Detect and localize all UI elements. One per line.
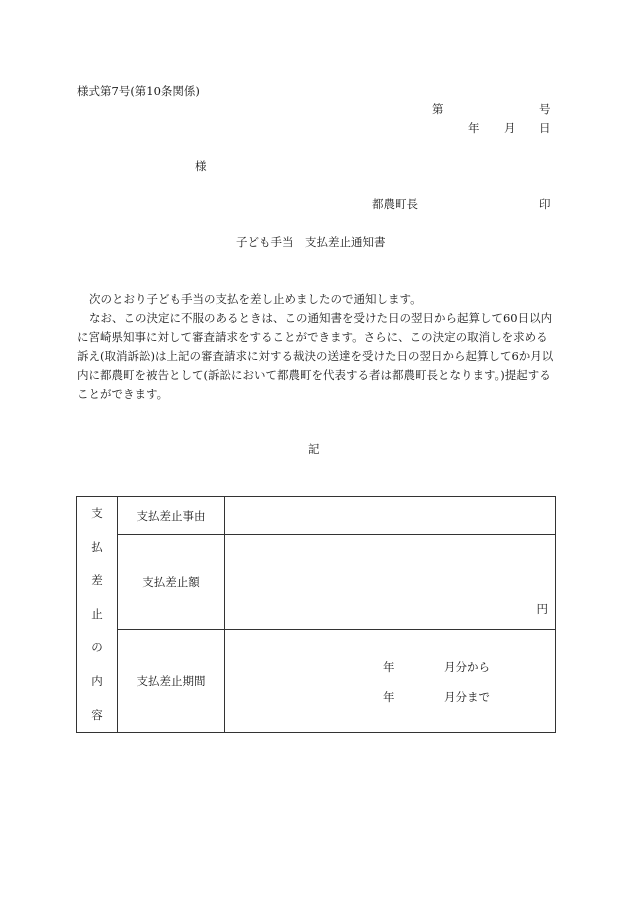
- notice-paragraph-2: なお、この決定に不服のあるときは、この通知書を受けた日の翌日から起算して60日以内に宮崎県知事に対して審査請求をすることができます。さらに、この決定の取消しを求める訴え(取消訴訟)は上記の審査請求に対する裁決の送達を受けた日の翌日から起算して6か月以内に都農町を被告として(訴訟において都農町を代表する者は都農町長となります。)提起することができます。: [77, 311, 554, 401]
- document-number-suffix: 号: [539, 102, 551, 116]
- reason-value-field[interactable]: [225, 497, 556, 535]
- amount-label: 支払差止額: [118, 535, 225, 630]
- vertical-header-cell: [77, 497, 118, 733]
- sender-title: 都農町長: [372, 197, 418, 211]
- period-label: 支払差止期間: [118, 630, 225, 733]
- date-month: 月: [504, 121, 516, 135]
- notice-paragraph-1: 次のとおり子ども手当の支払を差し止めましたので通知します。: [89, 292, 422, 306]
- addressee-honorific: 様: [195, 159, 207, 173]
- reason-label: 支払差止事由: [118, 497, 225, 535]
- amount-unit: 円: [536, 602, 548, 617]
- period-to-month: 月分まで: [444, 690, 490, 705]
- document-number-prefix: 第: [432, 102, 444, 116]
- notice-body: [77, 290, 555, 404]
- vertical-header-char: 支: [91, 506, 103, 520]
- details-table: [76, 496, 556, 733]
- vertical-header-char: 内: [91, 673, 103, 688]
- vertical-header-char: の: [91, 640, 103, 655]
- vertical-header-char: 差: [91, 573, 103, 588]
- document-title: 子ども手当 支払差止通知書: [236, 235, 386, 249]
- vertical-header-char: 容: [91, 707, 103, 722]
- period-to-year: 年: [383, 690, 395, 705]
- table-row: [77, 630, 556, 733]
- date-day: 日: [539, 121, 551, 135]
- period-from-year: 年: [383, 660, 395, 675]
- ki-heading: 記: [308, 442, 320, 456]
- table-row: [77, 535, 556, 630]
- date-year: 年: [468, 121, 480, 135]
- form-number: 様式第7号(第10条関係): [77, 84, 200, 98]
- period-from-month: 月分から: [444, 660, 490, 675]
- vertical-header-char: 止: [91, 606, 103, 621]
- period-value-field[interactable]: [225, 630, 556, 733]
- table-row: [77, 497, 556, 535]
- vertical-header-char: 払: [91, 539, 103, 554]
- amount-value-field[interactable]: [225, 535, 556, 630]
- seal-mark: 印: [539, 197, 551, 211]
